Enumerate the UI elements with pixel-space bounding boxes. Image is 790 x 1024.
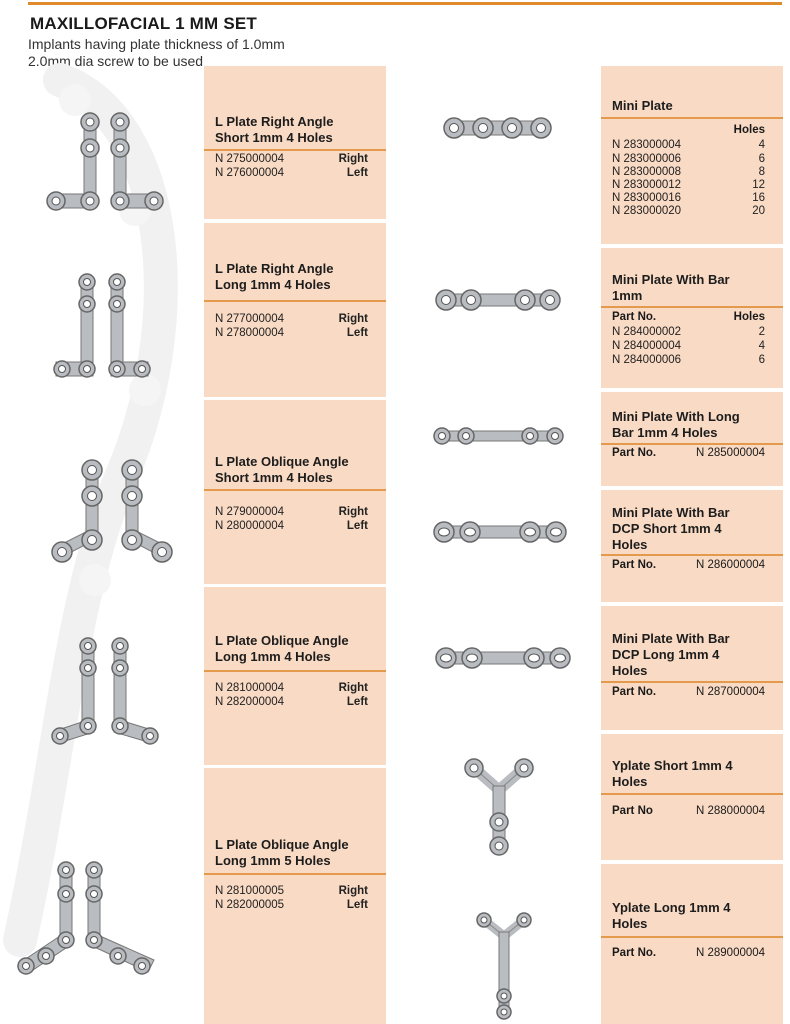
mini-plate-dcp-short-image xyxy=(430,518,570,546)
divider xyxy=(601,936,783,938)
plate-left xyxy=(111,113,163,210)
product-l-plate-ob-long-5 xyxy=(204,768,386,1024)
product-title-line: Short 1mm 4 Holes xyxy=(215,130,333,145)
part-number: N 288000004 xyxy=(696,805,766,817)
plate-right xyxy=(52,638,96,744)
plate-right xyxy=(18,862,74,974)
part-number: N 278000004 xyxy=(215,327,285,339)
plate-left xyxy=(112,638,158,744)
part-row xyxy=(215,505,368,519)
hole-count: 2 xyxy=(758,326,765,338)
product-title-line: Long 1mm 4 Holes xyxy=(215,277,331,292)
part-row xyxy=(215,884,368,898)
part-no-label: Part No. xyxy=(612,686,657,698)
part-number: N 281000004 xyxy=(215,682,285,694)
product-title-line: DCP Long 1mm 4 xyxy=(612,647,720,662)
subtitle-thickness: Implants having plate thickness of 1.0mm xyxy=(28,36,285,52)
part-number: N 283000016 xyxy=(612,192,682,204)
top-rule xyxy=(28,2,782,5)
part-row xyxy=(612,165,765,179)
part-row xyxy=(612,339,765,353)
holes-header: Holes xyxy=(733,311,765,323)
product-title-line: Short 1mm 4 Holes xyxy=(215,470,333,485)
product-l-plate-ra-long xyxy=(204,223,386,397)
product-title-line: Holes xyxy=(612,774,648,789)
product-l-plate-ob-short xyxy=(204,400,386,584)
side-label: Left xyxy=(346,899,368,911)
hole-count: 16 xyxy=(752,192,765,204)
side-label: Right xyxy=(338,153,368,165)
part-number: N 280000004 xyxy=(215,520,285,532)
product-mini-plate xyxy=(601,66,783,244)
plate-left xyxy=(122,460,172,562)
product-title-line: Mini Plate With Bar xyxy=(612,272,730,287)
product-l-plate-ob-long-4 xyxy=(204,587,386,765)
product-title-line: Mini Plate With Bar xyxy=(612,505,730,520)
part-number: N 283000008 xyxy=(612,166,682,178)
part-row xyxy=(612,353,765,367)
part-number: N 283000004 xyxy=(612,139,682,151)
product-title-line: L Plate Right Angle xyxy=(215,114,334,129)
l-plate-ra-short-image xyxy=(40,108,170,218)
plate-right xyxy=(52,460,102,562)
divider xyxy=(204,670,386,672)
divider xyxy=(601,554,783,556)
part-number: N 283000020 xyxy=(612,205,682,217)
divider xyxy=(601,793,783,795)
holes-header: Holes xyxy=(733,124,765,136)
product-title-line: Holes xyxy=(612,916,648,931)
part-number: N 286000004 xyxy=(696,559,766,571)
l-plate-ob-short-image xyxy=(50,456,180,566)
part-number: N 283000006 xyxy=(612,153,682,165)
part-number: N 276000004 xyxy=(215,167,285,179)
product-title-line: Yplate Long 1mm 4 xyxy=(612,900,731,915)
part-row xyxy=(215,152,368,166)
part-row xyxy=(215,519,368,533)
product-title-line: L Plate Oblique Angle xyxy=(215,837,349,852)
product-title-line: Mini Plate With Long xyxy=(612,409,740,424)
product-title-line: DCP Short 1mm 4 xyxy=(612,521,722,536)
part-number: N 275000004 xyxy=(215,153,285,165)
part-row xyxy=(612,325,765,339)
divider xyxy=(601,443,783,445)
plate-right xyxy=(47,113,99,210)
side-label: Right xyxy=(338,682,368,694)
part-row xyxy=(612,191,765,205)
part-row xyxy=(215,326,368,340)
product-mini-plate-dcp-long xyxy=(601,606,783,730)
side-label: Right xyxy=(338,885,368,897)
part-row xyxy=(215,312,368,326)
plate-left xyxy=(109,274,150,377)
part-number: N 287000004 xyxy=(696,686,766,698)
part-number: N 283000012 xyxy=(612,179,682,191)
part-row xyxy=(612,152,765,166)
part-number: N 284000006 xyxy=(612,354,682,366)
part-row xyxy=(612,204,765,218)
hole-count: 4 xyxy=(758,340,765,352)
subtitle-screw: 2.0mm dia screw to be used xyxy=(28,53,204,69)
part-number: N 282000005 xyxy=(215,899,285,911)
part-row xyxy=(612,178,765,192)
hole-count: 12 xyxy=(752,179,765,191)
product-title-line: Long 1mm 5 Holes xyxy=(215,853,331,868)
product-title-line: Holes xyxy=(612,663,648,678)
product-title-line: 1mm xyxy=(612,288,643,303)
divider xyxy=(204,149,386,151)
plate-left xyxy=(86,862,154,974)
product-title-line: L Plate Oblique Angle xyxy=(215,633,349,648)
mini-plate-long-bar-image xyxy=(430,424,568,448)
page-title: MAXILLOFACIAL 1 MM SET xyxy=(30,14,257,33)
side-label: Right xyxy=(338,506,368,518)
product-mini-plate-dcp-short xyxy=(601,490,783,602)
hole-count: 20 xyxy=(752,205,765,217)
product-title-line: L Plate Right Angle xyxy=(215,261,334,276)
product-yplate-short xyxy=(601,734,783,860)
divider xyxy=(204,489,386,491)
mini-plate-image xyxy=(440,114,556,142)
product-title-line: L Plate Oblique Angle xyxy=(215,454,349,469)
product-mini-plate-bar xyxy=(601,248,783,388)
part-number: N 285000004 xyxy=(696,447,766,459)
part-row xyxy=(215,898,368,912)
divider xyxy=(601,117,783,119)
product-title-line: Bar 1mm 4 Holes xyxy=(612,425,718,440)
product-l-plate-ra-short xyxy=(204,66,386,219)
part-no-label: Part No. xyxy=(612,447,657,459)
part-number: N 277000004 xyxy=(215,313,285,325)
side-label: Left xyxy=(346,520,368,532)
hole-count: 6 xyxy=(758,354,765,366)
product-title-line: Long 1mm 4 Holes xyxy=(215,649,331,664)
part-row xyxy=(215,681,368,695)
plate-right xyxy=(54,274,95,377)
yplate-long-image xyxy=(474,910,534,1020)
part-no-header: Part No. xyxy=(612,311,657,323)
product-title-line: Mini Plate With Bar xyxy=(612,631,730,646)
side-label: Left xyxy=(346,696,368,708)
hole-count: 6 xyxy=(758,153,765,165)
product-title-line: Holes xyxy=(612,537,648,552)
product-yplate-long xyxy=(601,864,783,1024)
part-no-label: Part No. xyxy=(612,947,657,959)
part-number: N 279000004 xyxy=(215,506,285,518)
part-no-label: Part No. xyxy=(612,559,657,571)
mini-plate-dcp-long-image xyxy=(432,644,574,672)
yplate-short-image xyxy=(464,756,534,856)
side-label: Right xyxy=(338,313,368,325)
part-no-label: Part No xyxy=(612,805,653,817)
part-number: N 284000002 xyxy=(612,326,682,338)
divider xyxy=(601,306,783,308)
l-plate-ra-long-image xyxy=(48,272,158,382)
hole-count: 8 xyxy=(758,166,765,178)
part-row xyxy=(215,695,368,709)
hole-count: 4 xyxy=(758,139,765,151)
part-number: N 284000004 xyxy=(612,340,682,352)
product-mini-plate-long-bar xyxy=(601,392,783,486)
side-label: Left xyxy=(346,327,368,339)
part-number: N 282000004 xyxy=(215,696,285,708)
l-plate-ob-long-5-image xyxy=(14,860,164,980)
part-number: N 289000004 xyxy=(696,947,766,959)
part-number: N 281000005 xyxy=(215,885,285,897)
divider xyxy=(204,873,386,875)
part-row xyxy=(215,166,368,180)
mini-plate-bar-image xyxy=(432,286,564,314)
divider xyxy=(601,681,783,683)
product-title-line: Yplate Short 1mm 4 xyxy=(612,758,733,773)
divider xyxy=(204,300,386,302)
l-plate-ob-long-4-image xyxy=(48,636,163,746)
product-title-line: Mini Plate xyxy=(612,98,673,113)
part-row xyxy=(612,138,765,152)
side-label: Left xyxy=(346,167,368,179)
